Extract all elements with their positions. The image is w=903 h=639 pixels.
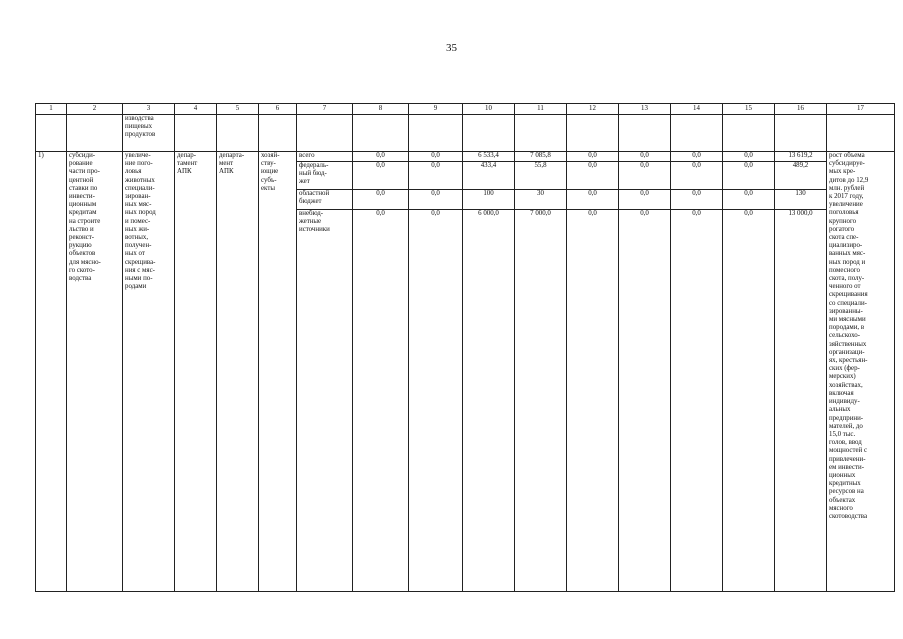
- header-cell: 14: [671, 104, 723, 115]
- value-cell: 0,0: [409, 190, 463, 210]
- header-cell: 12: [567, 104, 619, 115]
- source-name: федераль- ный бюд- жет: [297, 162, 353, 190]
- header-cell: 6: [259, 104, 297, 115]
- value-cell: 0,0: [723, 162, 775, 190]
- empty-cell: [827, 115, 895, 152]
- continuation-row: [36, 115, 895, 152]
- header-cell: 2: [67, 104, 123, 115]
- value-cell: 0,0: [409, 152, 463, 162]
- value-cell: 0,0: [567, 152, 619, 162]
- value-cell: 0,0: [409, 162, 463, 190]
- page-number: 35: [446, 42, 457, 54]
- empty-cell: [36, 115, 67, 152]
- header-cell: 17: [827, 104, 895, 115]
- source-row-total: [36, 152, 895, 162]
- empty-cell: [175, 115, 217, 152]
- expected-result: рост объема субсидируе- мых кре- дитов до 12,9 млн. рублей к 2017 году, увеличение поголовья крупного рогатого скота спе- циализиро- ванных мяс- ных пород и помесного скота, полу- ченного от скрещивания со специали- зированны- ми мясными породами, в сельскохо- зяйственных организаци- ях, крестьян- ских (фер- мерских) хозяйствах, включая индивиду- альных предприни- мателей, до 15,0 тыс. голов, ввод мощностей с привлечени- ем инвести- ционных кредитных ресурсов на объектах мясного скотоводства: [827, 152, 895, 592]
- participants: хозяй- ству- ющие субъ- екты: [259, 152, 297, 592]
- value-cell: 0,0: [619, 162, 671, 190]
- empty-cell: [515, 115, 567, 152]
- value-cell: 6 533,4: [463, 152, 515, 162]
- empty-cell: [259, 115, 297, 152]
- header-cell: 8: [353, 104, 409, 115]
- value-cell: 0,0: [723, 152, 775, 162]
- empty-cell: [67, 115, 123, 152]
- value-cell: 30: [515, 190, 567, 210]
- value-cell: 130: [775, 190, 827, 210]
- header-cell: 5: [217, 104, 259, 115]
- program-table: [35, 103, 895, 592]
- measure-name: субсиди- рование части про- центной ставки по инвести- ционным кредитам на строите льство и реконст- рукцию объектов для мясно- го ското- водства: [67, 152, 123, 592]
- value-cell: 0,0: [353, 210, 409, 592]
- coexecutor: департа- мент АПК: [217, 152, 259, 592]
- value-cell: 0,0: [353, 162, 409, 190]
- value-cell: 0,0: [671, 162, 723, 190]
- empty-cell: [671, 115, 723, 152]
- header-cell: 11: [515, 104, 567, 115]
- empty-cell: [723, 115, 775, 152]
- header-cell: 9: [409, 104, 463, 115]
- header-cell: 10: [463, 104, 515, 115]
- header-cell: 16: [775, 104, 827, 115]
- source-name: областной бюджет: [297, 190, 353, 210]
- value-cell: 0,0: [409, 210, 463, 592]
- value-cell: 0,0: [619, 210, 671, 592]
- value-cell: 0,0: [619, 190, 671, 210]
- value-cell: 13 000,0: [775, 210, 827, 592]
- header-cell: 1: [36, 104, 67, 115]
- value-cell: 0,0: [567, 190, 619, 210]
- continuation-text: изводства пищевых продуктов: [123, 115, 175, 152]
- measure-purpose: увеличе- ние пого- ловья животных специали- зирован- ных мяс- ных пород и помес- ных жи- вотных, получен- ных от скрещива- ния с мяс- ными по- родами: [123, 152, 175, 592]
- value-cell: 0,0: [353, 152, 409, 162]
- empty-cell: [619, 115, 671, 152]
- value-cell: 489,2: [775, 162, 827, 190]
- empty-cell: [297, 115, 353, 152]
- header-cell: 4: [175, 104, 217, 115]
- value-cell: 0,0: [671, 190, 723, 210]
- empty-cell: [775, 115, 827, 152]
- empty-cell: [353, 115, 409, 152]
- empty-cell: [409, 115, 463, 152]
- value-cell: 0,0: [723, 190, 775, 210]
- value-cell: 0,0: [671, 210, 723, 592]
- value-cell: 6 000,0: [463, 210, 515, 592]
- value-cell: 0,0: [353, 190, 409, 210]
- value-cell: 13 619,2: [775, 152, 827, 162]
- column-number-row: [36, 104, 895, 115]
- value-cell: 55,8: [515, 162, 567, 190]
- value-cell: 0,0: [567, 210, 619, 592]
- header-cell: 15: [723, 104, 775, 115]
- value-cell: 100: [463, 190, 515, 210]
- header-cell: 7: [297, 104, 353, 115]
- source-name: внебюд- жетные источники: [297, 210, 353, 592]
- header-cell: 3: [123, 104, 175, 115]
- value-cell: 0,0: [567, 162, 619, 190]
- value-cell: 0,0: [671, 152, 723, 162]
- empty-cell: [217, 115, 259, 152]
- value-cell: 0,0: [723, 210, 775, 592]
- header-cell: 13: [619, 104, 671, 115]
- row-number: 1): [36, 152, 67, 592]
- source-name: всего: [297, 152, 353, 162]
- empty-cell: [567, 115, 619, 152]
- empty-cell: [463, 115, 515, 152]
- value-cell: 0,0: [619, 152, 671, 162]
- value-cell: 7 000,0: [515, 210, 567, 592]
- executor: депар- тамент АПК: [175, 152, 217, 592]
- value-cell: 433,4: [463, 162, 515, 190]
- value-cell: 7 085,8: [515, 152, 567, 162]
